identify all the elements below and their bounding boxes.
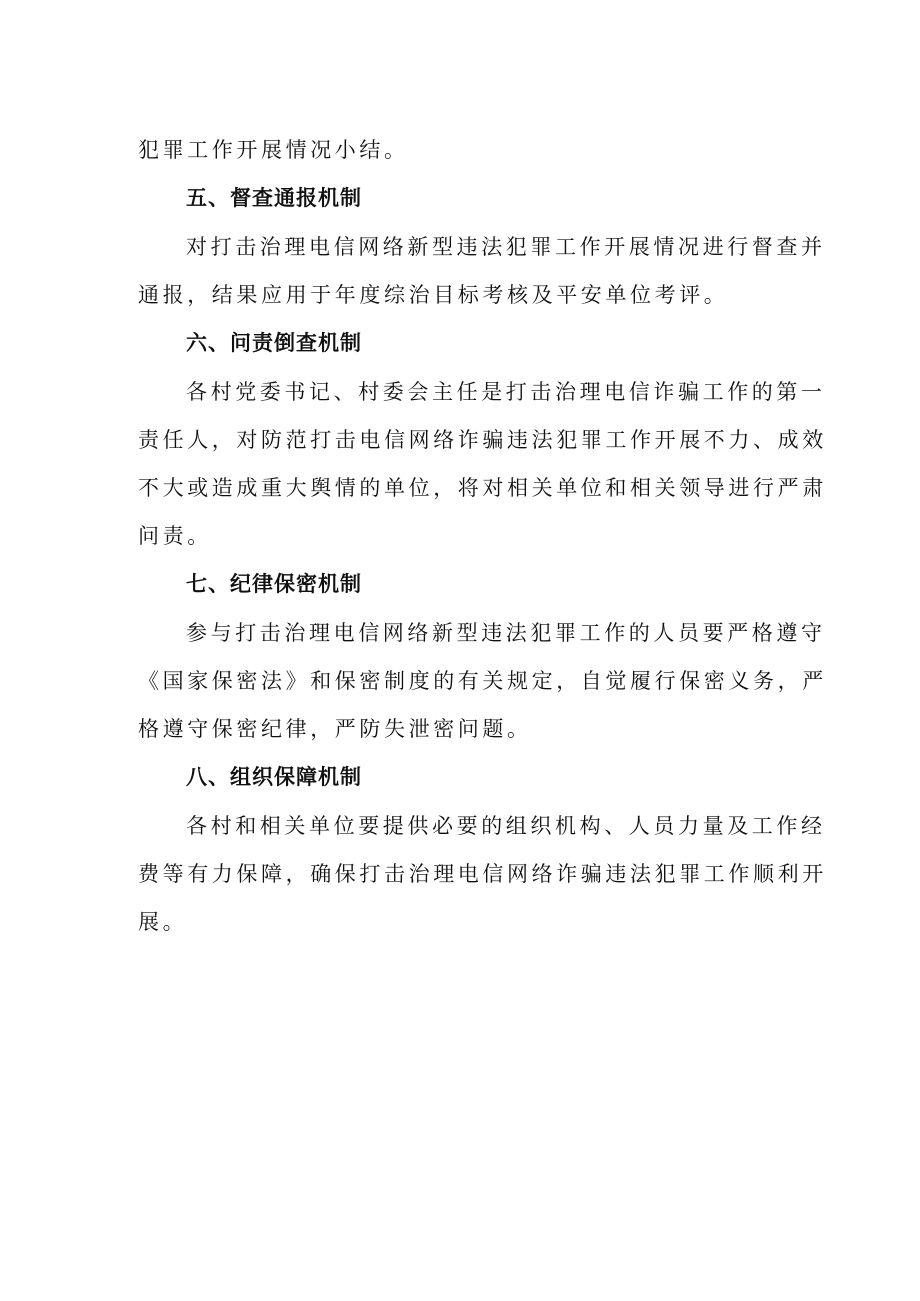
body-text-line: 不大或造成重大舆情的单位，将对相关单位和相关领导进行严肃 (138, 476, 827, 500)
paragraph-first-line: 参与打击治理电信网络新型违法犯罪工作的人员要严格遵守 (186, 621, 826, 645)
section-heading-5: 五、督查通报机制 (186, 186, 362, 210)
paragraph-first-line: 各村党委书记、村委会主任是打击治理电信诈骗工作的第一 (186, 380, 826, 404)
section-heading-6: 六、问责倒查机制 (186, 331, 362, 355)
body-text-line: 责任人，对防范打击电信网络诈骗违法犯罪工作开展不力、成效 (138, 428, 827, 452)
body-text-line: 通报，结果应用于年度综治目标考核及平安单位考评。 (138, 283, 729, 307)
section-heading-7: 七、纪律保密机制 (186, 572, 362, 596)
paragraph-first-line: 对打击治理电信网络新型违法犯罪工作开展情况进行督查并 (186, 235, 826, 259)
section-heading-8: 八、组织保障机制 (186, 765, 362, 789)
body-text-line: 费等有力保障，确保打击治理电信网络诈骗违法犯罪工作顺利开 (138, 862, 827, 886)
paragraph-first-line: 各村和相关单位要提供必要的组织机构、人员力量及工作经 (186, 814, 826, 838)
body-text-line: 犯罪工作开展情况小结。 (138, 138, 409, 162)
body-text-line: 问责。 (138, 524, 212, 548)
body-text-line: 格遵守保密纪律，严防失泄密问题。 (138, 717, 532, 741)
body-text-line: 《国家保密法》和保密制度的有关规定，自觉履行保密义务，严 (138, 669, 827, 693)
body-text-line: 展。 (138, 910, 188, 934)
